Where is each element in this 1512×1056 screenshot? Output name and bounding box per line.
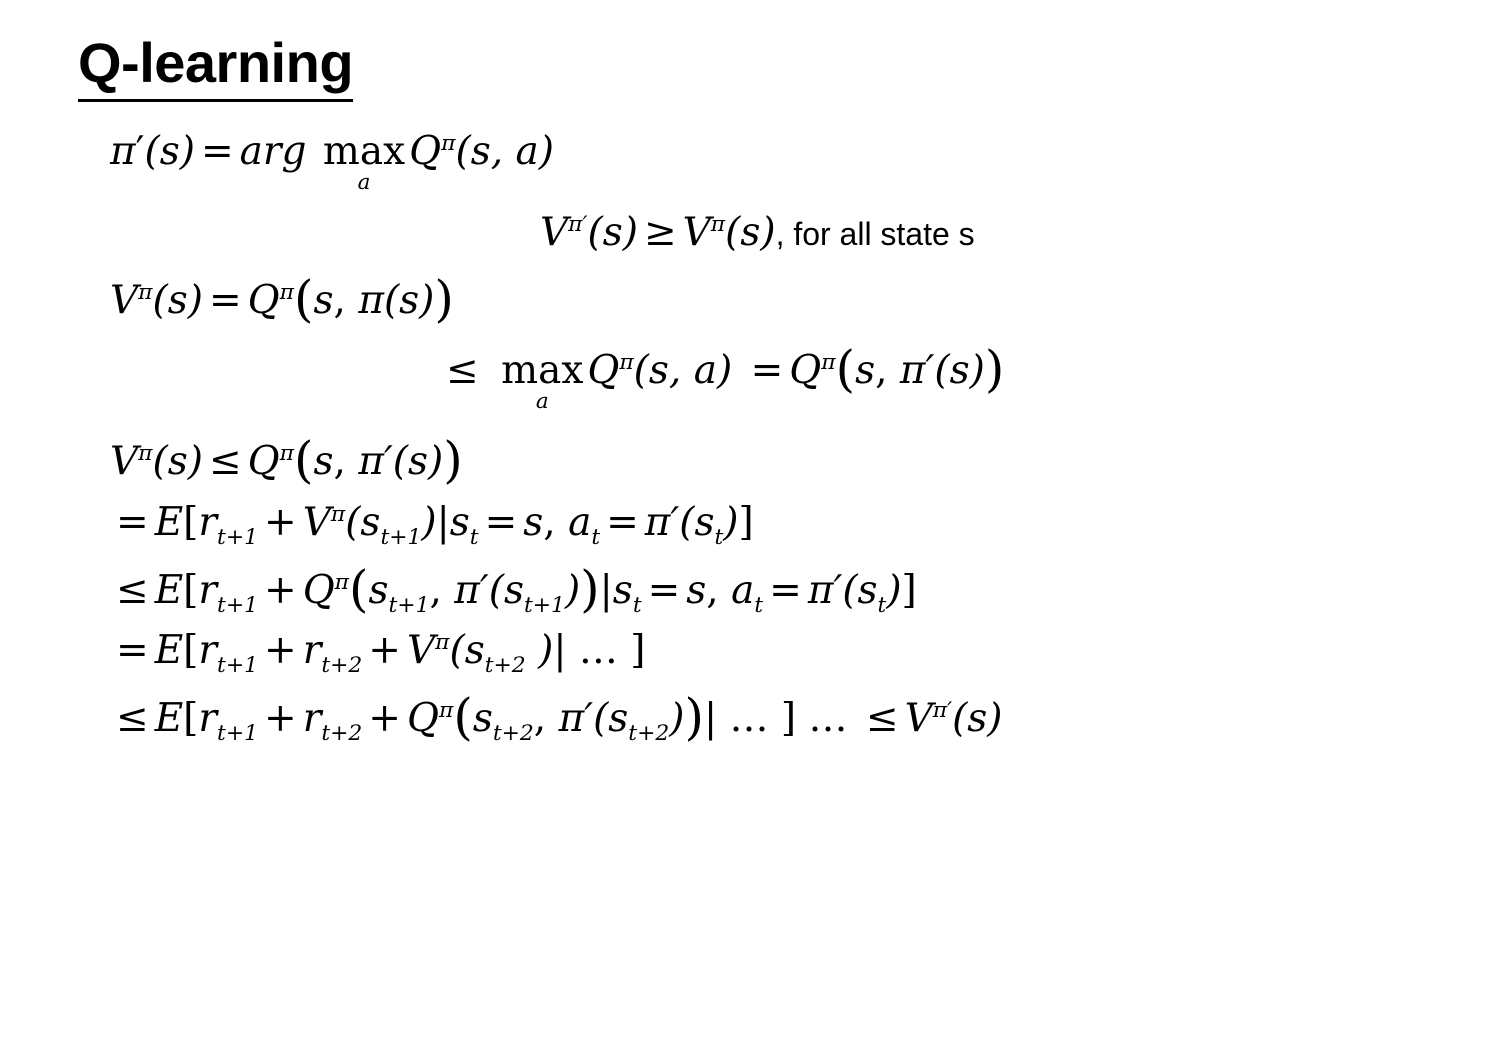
- page-title: Q-learning: [78, 34, 353, 102]
- equation-policy-improvement: π′(s) = arg max a $Q^\pi(s$, a): [110, 128, 554, 195]
- equation-expand-3: = $E[r_{t+1} + r_{t+2} + V^\pi(s_{t+2}$ )| … ]: [116, 628, 646, 679]
- equation-list: [78, 128, 1452, 747]
- equation-v-leq-q: $V^\pi(s) \le Q^\pi(s$, π′(s)): [110, 430, 463, 489]
- equation-expand-4: ≤ $E[r_{t+1} + r_{t+2} + Q^\pi(s_{t+2}$, $\pi'(s_{t+2}))|$ … ] … ≤ $V^{\pi'}(s)$: [116, 688, 1003, 747]
- equation-value-dominance: $V^{\pi'}(s) \ge V^\pi(s)$, for all state s: [540, 210, 975, 256]
- equation-expand-1: = $E[r_{t+1} + V^\pi(s_{t+1})|s_t = s$, $a_t = \pi'(s_t)$]: [116, 499, 754, 550]
- equation-leq-max-q: ≤ max a $Q^\pi(s$, $a) = Q^\pi(s$, π′(s)): [446, 340, 1005, 415]
- equation-v-equals-q: $V^\pi(s) = Q^\pi(s$, π(s)): [110, 270, 454, 329]
- equation-expand-2: ≤ $E[r_{t+1} + Q^\pi(s_{t+1}$, $\pi'(s_{t+1}))|s_t = s$, $a_t = \pi'(s_t)$]: [116, 559, 917, 618]
